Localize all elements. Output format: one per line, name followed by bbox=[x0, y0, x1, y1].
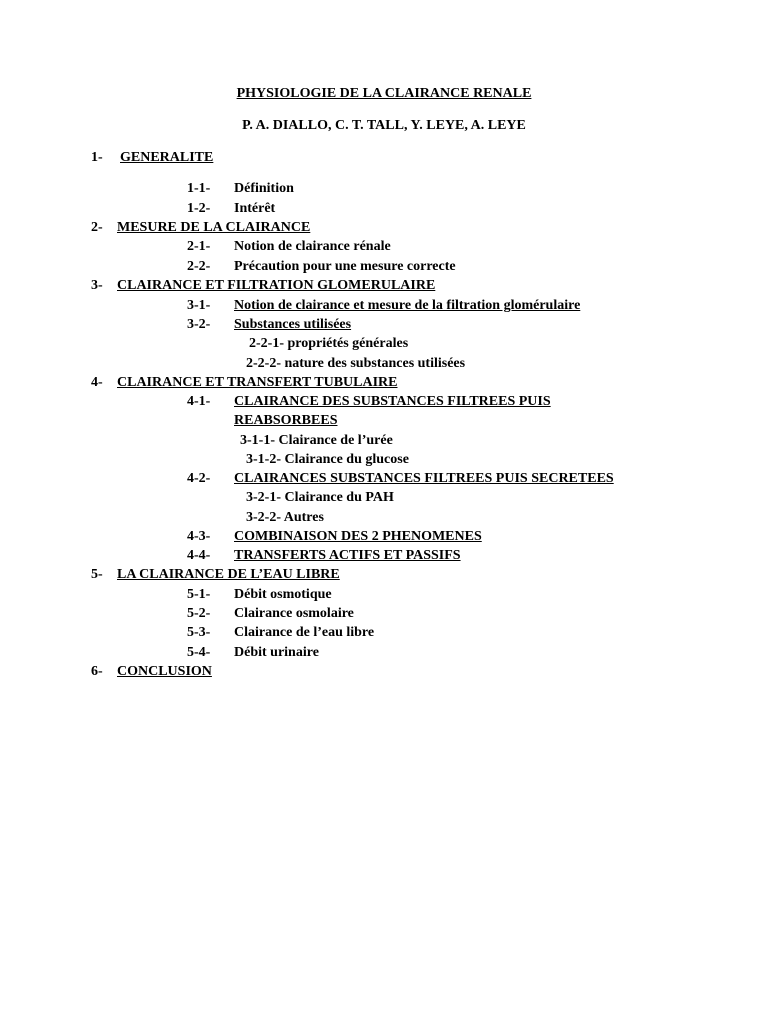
toc-subsubitem: 3-2-1- Clairance du PAH bbox=[246, 490, 394, 505]
toc-subitem: Clairance de l’eau libre bbox=[234, 625, 375, 640]
toc-subitem: CLAIRANCE DES SUBSTANCES FILTREES PUIS bbox=[234, 394, 551, 409]
toc-number: 5-4- bbox=[187, 645, 211, 660]
toc-heading: GENERALITE bbox=[120, 150, 214, 165]
toc-subsubitem: 2-2-2- nature des substances utilisées bbox=[246, 356, 466, 371]
toc-subitem: Débit urinaire bbox=[234, 645, 319, 660]
toc-subsubitem: 3-2-2- Autres bbox=[246, 510, 324, 525]
toc-subitem: Débit osmotique bbox=[234, 587, 332, 602]
toc-number: 1-2- bbox=[187, 201, 211, 216]
toc-subsubitem: 3-1-1- Clairance de l’urée bbox=[240, 433, 393, 448]
toc-heading: CONCLUSION bbox=[117, 664, 212, 679]
toc-number: 4-3- bbox=[187, 529, 211, 544]
toc-subitem: Clairance osmolaire bbox=[234, 606, 354, 621]
toc-number: 4-2- bbox=[187, 471, 211, 486]
toc-number: 6- bbox=[91, 664, 103, 679]
toc-subsubitem: 2-2-1- propriétés générales bbox=[249, 336, 409, 351]
toc-number: 3-2- bbox=[187, 317, 211, 332]
toc-number: 4-1- bbox=[187, 394, 211, 409]
toc-heading: MESURE DE LA CLAIRANCE bbox=[117, 220, 311, 235]
toc-subsubitem: 3-1-2- Clairance du glucose bbox=[246, 452, 409, 467]
toc-number: 5-2- bbox=[187, 606, 211, 621]
toc-subitem-continued: REABSORBEES bbox=[234, 413, 338, 428]
toc-number: 5-1- bbox=[187, 587, 211, 602]
toc-number: 5- bbox=[91, 567, 103, 582]
toc-subitem: Précaution pour une mesure correcte bbox=[234, 259, 456, 274]
toc-subitem: Intérêt bbox=[234, 201, 276, 216]
toc-number: 4- bbox=[91, 375, 103, 390]
toc-subitem: TRANSFERTS ACTIFS ET PASSIFS bbox=[234, 548, 461, 563]
toc-number: 3- bbox=[91, 278, 103, 293]
document-authors: P. A. DIALLO, C. T. TALL, Y. LEYE, A. LEYE bbox=[242, 118, 526, 133]
toc-subitem: COMBINAISON DES 2 PHENOMENES bbox=[234, 529, 482, 544]
toc-subitem: Notion de clairance et mesure de la filtration glomérulaire bbox=[234, 298, 581, 313]
toc-number: 2-1- bbox=[187, 239, 211, 254]
toc-subitem: Définition bbox=[234, 181, 294, 196]
toc-number: 1-1- bbox=[187, 181, 211, 196]
document-title: PHYSIOLOGIE DE LA CLAIRANCE RENALE bbox=[236, 86, 532, 101]
toc-heading: LA CLAIRANCE DE L’EAU LIBRE bbox=[117, 567, 340, 582]
toc-heading: CLAIRANCE ET TRANSFERT TUBULAIRE bbox=[117, 375, 398, 390]
toc-subitem: CLAIRANCES SUBSTANCES FILTREES PUIS SECRETEES bbox=[234, 471, 614, 486]
toc-number: 1- bbox=[91, 150, 103, 165]
toc-number: 2- bbox=[91, 220, 103, 235]
toc-heading: CLAIRANCE ET FILTRATION GLOMERULAIRE bbox=[117, 278, 436, 293]
toc-number: 4-4- bbox=[187, 548, 211, 563]
toc-subitem: Notion de clairance rénale bbox=[234, 239, 391, 254]
toc-number: 3-1- bbox=[187, 298, 211, 313]
toc-number: 2-2- bbox=[187, 259, 211, 274]
toc-subitem: Substances utilisées bbox=[234, 317, 352, 332]
toc-number: 5-3- bbox=[187, 625, 211, 640]
